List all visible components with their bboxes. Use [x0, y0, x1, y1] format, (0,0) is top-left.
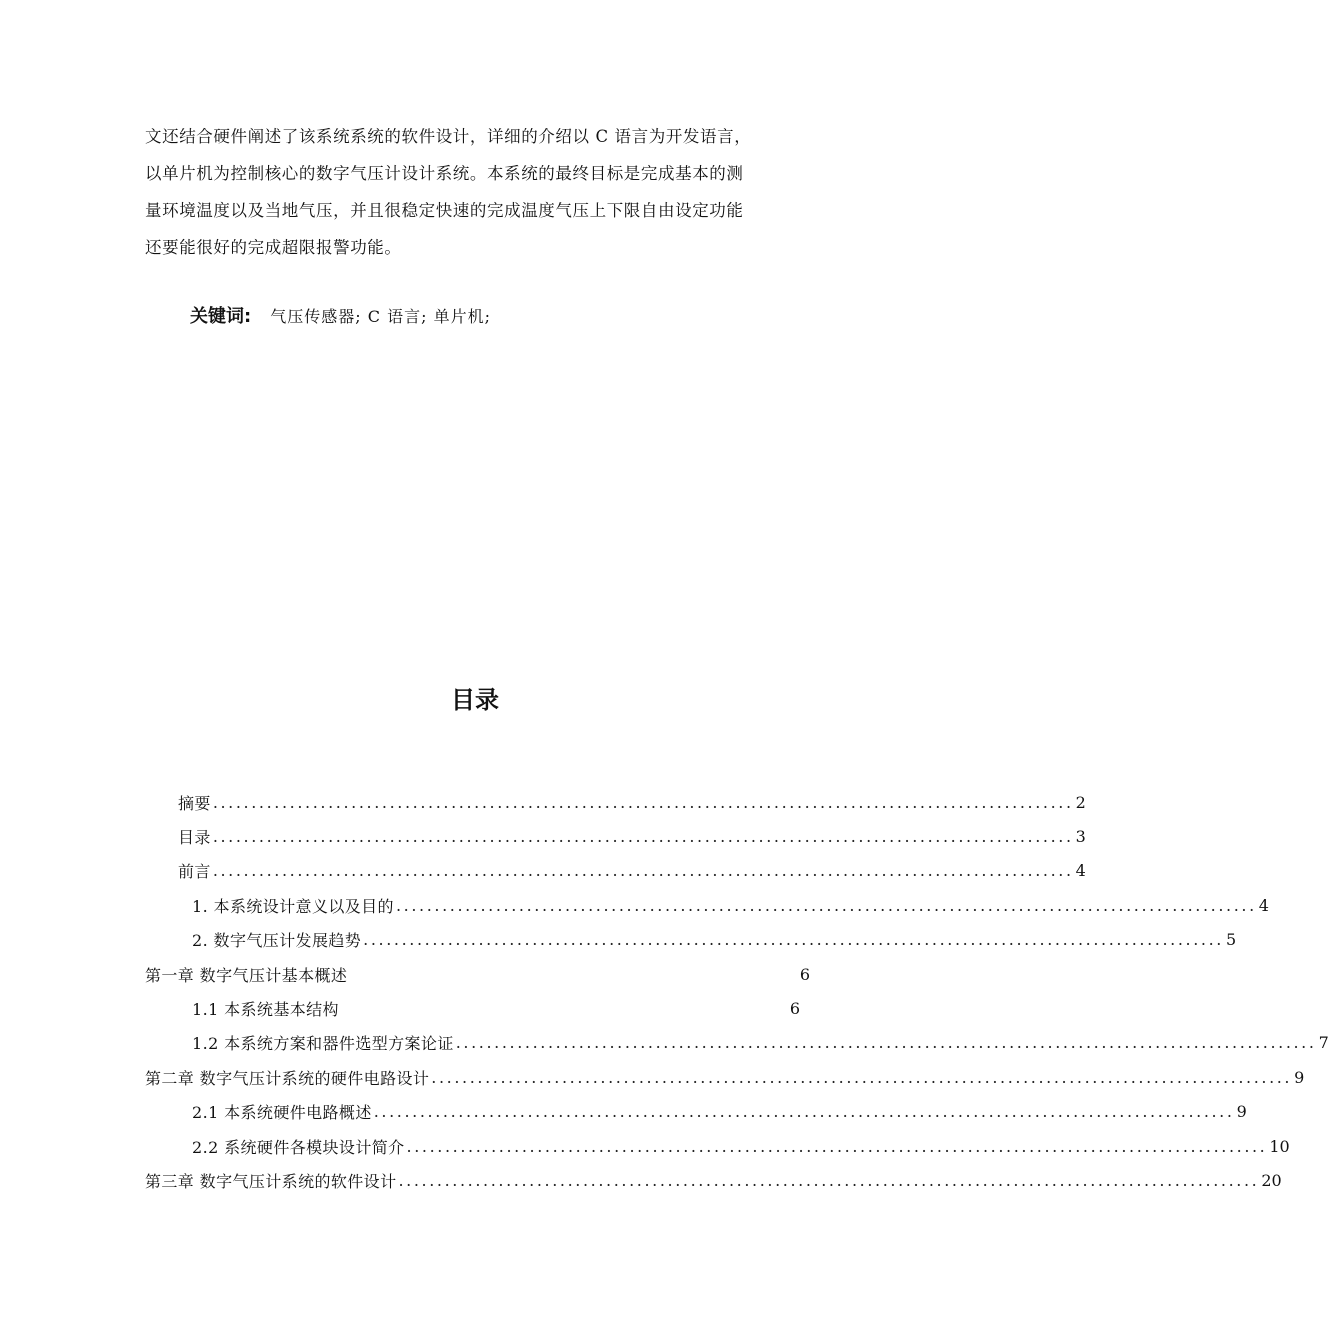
abstract-line: 文还结合硬件阐述了该系统系统的软件设计，详细的介绍以 C 语言为开发语言，: [145, 127, 752, 146]
toc-leader: ................................................................................................................: [406, 1136, 1268, 1156]
toc-entry-title: 前言: [178, 862, 211, 882]
toc-entry-page: 3: [1075, 827, 1086, 847]
toc-entry-page: 7: [1318, 1033, 1329, 1053]
toc-entry[interactable]: [145, 923, 1237, 957]
toc-entry[interactable]: [145, 957, 810, 991]
keywords-label: 关键词:: [190, 306, 252, 327]
toc-entry-title: 1. 本系统设计意义以及目的: [192, 896, 394, 916]
toc-entry[interactable]: [145, 1026, 1329, 1060]
toc-entry-title: 2. 数字气压计发展趋势: [192, 931, 362, 951]
toc-entry-title: 2.2 系统硬件各模块设计简介: [192, 1137, 405, 1157]
toc-leader: ................................................................................................................: [373, 1102, 1235, 1122]
toc-entry-title: 第二章 数字气压计系统的硬件电路设计: [145, 1068, 430, 1088]
abstract-line: 以单片机为控制核心的数字气压计设计系统。本系统的最终目标是完成基本的测: [145, 164, 744, 183]
toc-entry-page: 4: [1075, 861, 1086, 881]
abstract-line: 量环境温度以及当地气压，并且很稳定快速的完成温度气压上下限自由设定功能: [145, 201, 744, 220]
toc-entry-title: 目录: [178, 828, 211, 848]
toc-entry-page: 2: [1075, 792, 1086, 812]
abstract-body: [145, 118, 815, 266]
toc-leader: ................................................................................................................: [212, 827, 1074, 847]
toc-entry[interactable]: [145, 1060, 1305, 1094]
toc-entry[interactable]: [145, 1163, 1282, 1197]
toc-entry-title: 2.1 本系统硬件电路概述: [192, 1103, 372, 1123]
toc-entry-page: 10: [1269, 1136, 1290, 1156]
toc-leader: ................................................................................................................: [455, 1033, 1317, 1053]
toc-entry[interactable]: [145, 888, 1269, 922]
table-of-contents: [145, 785, 1329, 1198]
toc-entry[interactable]: [145, 854, 1086, 888]
toc-entry-title: 摘要: [178, 793, 211, 813]
toc-entry-page: 4: [1258, 895, 1269, 915]
keywords-values: 气压传感器; C 语言; 单片机;: [270, 307, 491, 326]
toc-entry-title: 1.1 本系统基本结构: [192, 1000, 339, 1020]
toc-entry[interactable]: [145, 991, 810, 1025]
toc-leader: ................................................................................................................: [398, 1170, 1260, 1190]
toc-leader: ................................................................................................................: [431, 1067, 1293, 1087]
toc-title: 目录: [451, 686, 499, 714]
toc-leader: ................................................................................................................: [363, 930, 1224, 950]
toc-leader: ................................................................................................................: [395, 895, 1257, 915]
toc-entry-page: 9: [1236, 1102, 1247, 1122]
toc-entry[interactable]: [145, 1095, 1247, 1129]
toc-entry-page: 20: [1261, 1170, 1282, 1190]
toc-entry[interactable]: [145, 785, 1086, 819]
toc-entry-page: 6: [789, 999, 800, 1019]
toc-leader: ................................................................................................................: [212, 792, 1074, 812]
toc-entry-title: 第一章 数字气压计基本概述: [145, 965, 348, 985]
toc-entry-page: 9: [1294, 1067, 1305, 1087]
toc-entry-title: 1.2 本系统方案和器件选型方案论证: [192, 1034, 454, 1054]
keywords: [190, 302, 491, 332]
toc-entry-page: 5: [1225, 930, 1237, 950]
toc-entry-title: 第三章 数字气压计系统的软件设计: [145, 1171, 397, 1191]
toc-leader: ................................................................................................................: [212, 861, 1074, 881]
toc-entry-page: 6: [799, 964, 810, 984]
toc-entry[interactable]: [145, 1129, 1290, 1163]
toc-entry[interactable]: [145, 819, 1086, 853]
abstract-line: 还要能很好的完成超限报警功能。: [145, 238, 402, 257]
